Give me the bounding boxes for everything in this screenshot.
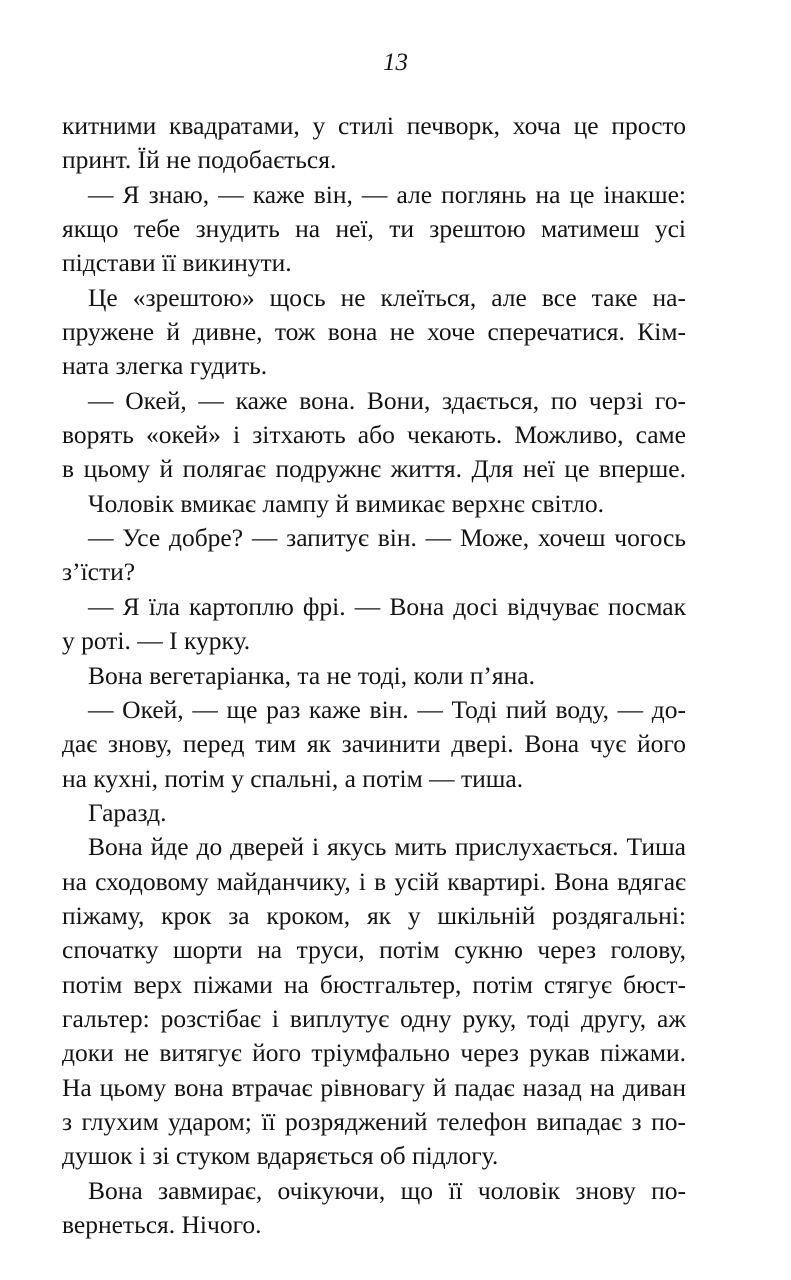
- text-line: підстави її викинути.: [62, 248, 292, 278]
- text-line: в цьому й полягає подружнє життя. Для неї це вперше.: [62, 454, 686, 484]
- text-line: вернеться. Нічого.: [62, 1210, 262, 1239]
- text-line: Чоловік вмикає лампу й вимикає верхнє світло.: [88, 488, 604, 518]
- text-line: спочатку шорти на труси, потім сукню через голову,: [62, 935, 686, 965]
- text-line: піжаму, крок за кроком, як у шкільній роздягальні:: [62, 900, 686, 930]
- text-line: гальтер: розстібає і виплутує одну руку, тоді другу, аж: [62, 1003, 686, 1033]
- text-line: Вона завмирає, очікуючи, що її чоловік знову по-: [88, 1175, 686, 1205]
- text-line: — Окей, — ще раз каже він. — Тоді пий воду, — до-: [88, 694, 686, 724]
- text-line: на сходовому майданчику, і в усій квартирі. Вона вдягає: [62, 866, 686, 896]
- text-line: на кухні, потім у спальні, а потім — тиша.: [62, 763, 524, 793]
- text-line: дає знову, перед тим як зачинити двері. Вона чує його: [62, 729, 686, 759]
- text-line: з’їсти?: [62, 557, 136, 587]
- text-line: доки не витягує його тріумфально через рукав піжами.: [62, 1038, 686, 1068]
- text-line: ната злегка гудить.: [62, 351, 268, 381]
- text-line: — Окей, — каже вона. Вони, здається, по черзі го-: [88, 385, 686, 415]
- text-line: Вона вегетаріанка, та не тоді, коли п’яна.: [88, 660, 535, 690]
- text-line: Вона йде до дверей і якусь мить прислухається. Тиша: [88, 832, 686, 862]
- page-number: 13: [383, 49, 408, 76]
- text-line: у роті. — І курку.: [62, 626, 251, 656]
- text-line: якщо тебе знудить на неї, ти зрештою матимеш усі: [62, 214, 686, 244]
- text-line: з глухим ударом; її розряджений телефон випадає з по-: [62, 1106, 686, 1136]
- text-line: Гаразд.: [88, 797, 167, 827]
- text-line: душок і зі стуком вдаряється об підлогу.: [62, 1141, 499, 1171]
- text-line: На цьому вона втрачає рівновагу й падає назад на диван: [62, 1072, 686, 1102]
- text-line: ворять «окей» і зітхають або чекають. Можливо, саме: [62, 420, 686, 450]
- text-line: — Я їла картоплю фрі. — Вона досі відчуває посмак: [88, 591, 686, 621]
- text-line: Це «зрештою» щось не клеїться, але все таке на-: [88, 282, 686, 312]
- text-line: — Усе добре? — запитує він. — Може, хочеш чогось: [88, 523, 686, 553]
- text-line: потім верх піжами на бюстгальтер, потім стягує бюст-: [62, 969, 686, 999]
- text-line: китними квадратами, у стилі печворк, хоча це просто: [62, 111, 686, 140]
- text-line: пружене й дивне, тож вона не хоче сперечатися. Кім-: [62, 317, 686, 347]
- text-line: — Я знаю, — каже він, — але поглянь на це інакше:: [88, 179, 686, 209]
- text-line: принт. Їй не подобається.: [62, 145, 337, 175]
- body-text: [62, 109, 686, 1242]
